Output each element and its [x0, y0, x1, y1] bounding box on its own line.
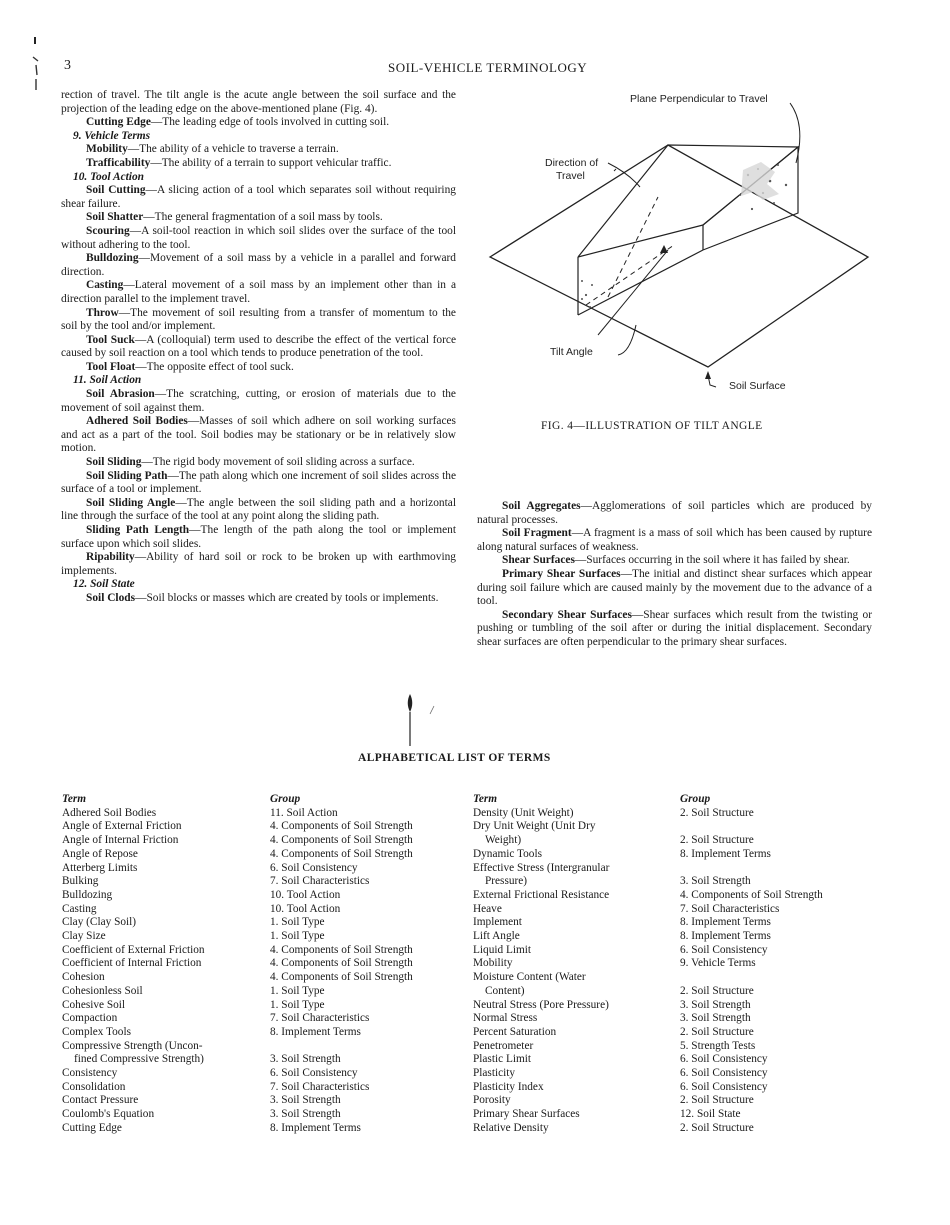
- term-entry: Cohesive Soil: [62, 998, 126, 1011]
- defined-term: Trafficability: [86, 156, 151, 169]
- group-entry: 1. Soil Type: [270, 930, 325, 943]
- definition-text: —The general fragmentation of a soil mass by tools.: [143, 211, 383, 224]
- group-entry: 3. Soil Strength: [680, 875, 751, 888]
- defined-term: Primary Shear Surfaces: [502, 567, 621, 580]
- definition-paragraph: [477, 609, 872, 650]
- defined-term: Cutting Edge: [86, 116, 151, 129]
- term-entry: Normal Stress: [473, 1012, 538, 1025]
- term-entry: Density (Unit Weight): [473, 806, 574, 819]
- definition-paragraph: [477, 500, 872, 527]
- spacer: [680, 820, 823, 834]
- label-tilt-angle: Tilt Angle: [550, 346, 593, 358]
- defined-term: Soil Aggregates: [502, 500, 581, 512]
- group-entry: 8. Implement Terms: [680, 847, 771, 860]
- term-entry: Compressive Strength (Uncon-: [62, 1039, 203, 1052]
- group-entry: 2. Soil Structure: [680, 1094, 754, 1107]
- group-entry: 1. Soil Type: [270, 916, 325, 929]
- group-entry: 2. Soil Structure: [680, 834, 754, 847]
- definition-paragraph: [61, 225, 456, 252]
- definition-text: —Surfaces occurring in the soil where it has failed by shear.: [574, 554, 850, 567]
- definition-text: rection of travel. The tilt angle is the acute angle between the soil surface and the projection of the leading edge on the above-mentioned plane (Fig. 4).: [61, 89, 456, 115]
- section-heading: 9. Vehicle Terms: [73, 129, 151, 142]
- definition-text: —The movement of soil resulting from a transfer of momentum to the soil by the tool and/or implement.: [61, 306, 456, 333]
- section-heading: 10. Tool Action: [73, 170, 144, 183]
- term-entry: Angle of Repose: [62, 847, 138, 860]
- alphabetical-list-title: ALPHABETICAL LIST OF TERMS: [358, 752, 551, 764]
- definition-text: —Lateral movement of a soil mass by an implement other than in a direction parallel to the implement travel.: [61, 279, 456, 305]
- definition-text: —The opposite effect of tool suck.: [135, 360, 294, 373]
- term-entry: Lift Angle: [473, 930, 520, 943]
- group-entry: 3. Soil Strength: [270, 1108, 341, 1121]
- definition-text: —A soil-tool reaction in which soil slides over the surface of the tool without adhering to the tool.: [61, 224, 456, 251]
- definition-text: —Ability of hard soil or rock to be broken up with earthmoving implements.: [61, 551, 456, 577]
- group-entry: 3. Soil Strength: [270, 1053, 341, 1066]
- term-entry: Heave: [473, 902, 502, 915]
- term-entry: Percent Saturation: [473, 1025, 557, 1038]
- group-header: Group: [270, 793, 301, 805]
- definition-paragraph: [61, 524, 456, 551]
- group-entry: 9. Vehicle Terms: [680, 957, 756, 970]
- group-entry: 8. Implement Terms: [270, 1025, 361, 1038]
- term-entry: Porosity: [473, 1094, 511, 1107]
- term-entry: Angle of External Friction: [62, 820, 182, 833]
- definition-text: —A slicing action of a tool which separates soil without requiring shear failure.: [61, 184, 456, 210]
- group-entry: 8. Implement Terms: [680, 930, 771, 942]
- group-entry: 12. Soil State: [680, 1108, 741, 1121]
- label-soil-surface: Soil Surface: [729, 380, 786, 392]
- definition-text: —The leading edge of tools involved in cutting soil.: [150, 116, 390, 129]
- group-entry: 6. Soil Consistency: [270, 861, 358, 874]
- group-entry: 6. Soil Consistency: [680, 1080, 768, 1093]
- defined-term: Tool Suck: [86, 333, 135, 346]
- term-entry: Plastic Limit: [473, 1053, 532, 1066]
- group-entry: 4. Components of Soil Strength: [270, 820, 413, 833]
- group-entry: 6. Soil Consistency: [680, 1053, 768, 1066]
- spacer: [680, 862, 823, 876]
- term-entry: Compaction: [62, 1012, 118, 1025]
- defined-term: Soil Shatter: [86, 211, 144, 224]
- definition-text: —The length of the path along the tool or implement surface upon which soil slides.: [61, 524, 456, 550]
- group-entry: 2. Soil Structure: [680, 984, 754, 997]
- group-entry: 11. Soil Action: [270, 806, 338, 819]
- group-entry: 4. Components of Soil Strength: [680, 888, 823, 901]
- term-entry: Coefficient of External Friction: [62, 943, 205, 956]
- definition-paragraph: [61, 456, 456, 470]
- definition-text: —Movement of a soil mass by a vehicle in a parallel and forward direction.: [61, 252, 456, 278]
- group-entry: 10. Tool Action: [270, 902, 341, 915]
- definition-paragraph: [477, 527, 872, 554]
- term-entry: Adhered Soil Bodies: [62, 806, 157, 819]
- group-column-left: [270, 793, 413, 1136]
- definition-text: —A (colloquial) term used to describe the effect of the vertical force caused by soil reaction on a tool which tends to produce penetration of the tool.: [61, 333, 457, 360]
- definition-text: —The ability of a vehicle to traverse a terrain.: [127, 143, 339, 156]
- figure-caption: FIG. 4—ILLUSTRATION OF TILT ANGLE: [541, 420, 763, 432]
- defined-term: Adhered Soil Bodies: [86, 415, 188, 428]
- group-entry: 2. Soil Structure: [680, 806, 754, 819]
- group-entry: 7. Soil Characteristics: [270, 875, 370, 888]
- group-entry: 3. Soil Strength: [680, 998, 751, 1011]
- defined-term: Soil Cutting: [86, 184, 146, 197]
- definition-paragraph: [61, 334, 456, 361]
- definition-paragraph: [61, 551, 456, 578]
- group-entry: 10. Tool Action: [270, 888, 341, 901]
- label-direction-line1: Direction of: [545, 157, 599, 169]
- group-entry: 4. Components of Soil Strength: [270, 943, 413, 956]
- term-column-right: [473, 793, 609, 1136]
- definition-paragraph: [61, 116, 456, 130]
- definition-paragraph: [477, 568, 872, 609]
- group-entry: 1. Soil Type: [270, 998, 325, 1011]
- left-text-column: [61, 89, 456, 606]
- term-entry: Angle of Internal Friction: [62, 834, 179, 847]
- term-entry: Weight): [485, 834, 522, 847]
- term-entry: Plasticity: [473, 1067, 516, 1080]
- definition-paragraph: [61, 211, 456, 225]
- section-heading: 11. Soil Action: [73, 374, 142, 387]
- definition-text: —Shear surfaces which result from the twisting or pushing or tumbling of the soil after or during the initial displacement. Secondary shear surfaces are often perpendicular to the primary shear surfaces.: [477, 608, 872, 648]
- defined-term: Soil Abrasion: [86, 388, 155, 401]
- term-entry: Bulldozing: [62, 888, 113, 901]
- term-entry: Dynamic Tools: [473, 847, 542, 860]
- term-entry: Contact Pressure: [62, 1094, 139, 1107]
- term-entry: Coulomb's Equation: [62, 1108, 155, 1121]
- defined-term: Scouring: [86, 224, 130, 237]
- term-entry: External Frictional Resistance: [473, 888, 610, 901]
- term-entry: Mobility: [473, 957, 513, 970]
- term-header: Term: [62, 793, 87, 805]
- definition-text: —Agglomerations of soil particles which are produced by natural processes.: [477, 500, 873, 526]
- group-column-right: [680, 793, 823, 1136]
- term-entry: Cutting Edge: [62, 1121, 122, 1134]
- defined-term: Soil Sliding Path: [86, 469, 168, 482]
- term-entry: Cohesionless Soil: [62, 984, 143, 997]
- defined-term: Soil Fragment: [502, 527, 572, 540]
- tilt-angle-diagram: [478, 85, 878, 405]
- term-entry: Coefficient of Internal Friction: [62, 957, 202, 970]
- definition-paragraph: [61, 157, 456, 171]
- definition-paragraph: [61, 143, 456, 157]
- definition-text: —The angle between the soil sliding path and a horizontal line through the surface of the tool at any point along the sliding path.: [61, 496, 456, 523]
- group-entry: 4. Components of Soil Strength: [270, 847, 413, 860]
- group-entry: 7. Soil Characteristics: [680, 902, 780, 915]
- definition-text: —The rigid body movement of soil sliding across a surface.: [141, 456, 415, 469]
- term-entry: Implement: [473, 916, 522, 929]
- term-entry: Dry Unit Weight (Unit Dry: [473, 820, 596, 833]
- label-plane-perpendicular: Plane Perpendicular to Travel: [630, 93, 768, 105]
- defined-term: Throw: [86, 306, 119, 319]
- term-entry: Neutral Stress (Pore Pressure): [473, 998, 609, 1011]
- group-entry: 5. Strength Tests: [680, 1039, 756, 1052]
- group-entry: 1. Soil Type: [270, 984, 325, 997]
- term-entry: Cohesion: [62, 971, 105, 984]
- term-entry: Effective Stress (Intergranular: [473, 861, 610, 874]
- definition-text: —The ability of a terrain to support vehicular traffic.: [150, 156, 392, 169]
- defined-term: Casting: [86, 279, 124, 292]
- term-entry: Consolidation: [62, 1080, 126, 1093]
- group-entry: 8. Implement Terms: [680, 916, 771, 929]
- margin-mark: [30, 35, 44, 95]
- definition-paragraph: [477, 554, 872, 568]
- right-text-column: [477, 500, 872, 650]
- term-header: Term: [473, 793, 498, 805]
- definition-paragraph: [61, 89, 456, 116]
- definition-text: —Soil blocks or masses which are created by tools or implements.: [135, 591, 439, 604]
- group-entry: 6. Soil Consistency: [680, 943, 768, 956]
- definition-paragraph: [61, 415, 456, 456]
- definition-text: —The scratching, cutting, or erosion of materials due to the movement of soil against them.: [61, 388, 456, 414]
- definition-paragraph: [61, 252, 456, 279]
- defined-term: Mobility: [86, 143, 128, 156]
- term-entry: Liquid Limit: [473, 943, 532, 956]
- defined-term: Shear Surfaces: [502, 554, 575, 567]
- term-entry: fined Compressive Strength): [74, 1053, 204, 1066]
- defined-term: Tool Float: [86, 360, 136, 373]
- defined-term: Soil Clods: [86, 591, 136, 604]
- definition-text: —A fragment is a mass of soil which has been caused by rupture along natural surfaces of weakness.: [477, 527, 872, 553]
- section-heading: 12. Soil State: [73, 578, 135, 591]
- term-entry: Atterberg Limits: [62, 861, 138, 874]
- defined-term: Ripability: [86, 551, 135, 564]
- defined-term: Sliding Path Length: [86, 524, 190, 536]
- page-number: 3: [64, 58, 71, 73]
- group-entry: 7. Soil Characteristics: [270, 1080, 370, 1093]
- defined-term: Bulldozing: [86, 252, 139, 265]
- definition-paragraph: [61, 279, 456, 306]
- group-entry: 8. Implement Terms: [270, 1121, 361, 1134]
- center-mark: [402, 690, 442, 750]
- group-entry: 3. Soil Strength: [680, 1012, 751, 1025]
- term-entry: Primary Shear Surfaces: [473, 1108, 580, 1121]
- spacer: [270, 1040, 413, 1054]
- definition-text: —The path along which one increment of soil slides across the surface of a tool or implement.: [61, 469, 457, 496]
- group-entry: 4. Components of Soil Strength: [270, 971, 413, 984]
- defined-term: Soil Sliding Angle: [86, 496, 176, 509]
- group-entry: 4. Components of Soil Strength: [270, 957, 413, 970]
- definition-paragraph: [61, 592, 456, 606]
- term-entry: Clay Size: [62, 930, 106, 943]
- term-entry: Complex Tools: [62, 1025, 131, 1038]
- defined-term: Soil Sliding: [86, 456, 142, 469]
- group-entry: 4. Components of Soil Strength: [270, 834, 413, 847]
- figure-tilt-angle: [478, 85, 878, 405]
- defined-term: Secondary Shear Surfaces: [502, 608, 632, 621]
- term-entry: Casting: [62, 902, 97, 915]
- group-entry: 2. Soil Structure: [680, 1121, 754, 1134]
- term-entry: Clay (Clay Soil): [62, 916, 137, 929]
- term-entry: Penetrometer: [473, 1039, 534, 1052]
- definition-paragraph: [61, 361, 456, 375]
- group-header: Group: [680, 793, 711, 805]
- term-entry: Pressure): [485, 875, 528, 888]
- group-entry: 6. Soil Consistency: [680, 1067, 768, 1080]
- term-entry: Plasticity Index: [473, 1080, 544, 1093]
- definition-paragraph: [61, 307, 456, 334]
- term-column-left: [62, 793, 205, 1136]
- term-entry: Moisture Content (Water: [473, 971, 586, 984]
- spacer: [680, 971, 823, 985]
- term-entry: Content): [485, 984, 525, 997]
- definition-paragraph: [61, 388, 456, 415]
- running-head: SOIL-VEHICLE TERMINOLOGY: [388, 60, 588, 75]
- definition-text: —The initial and distinct shear surfaces which appear during soil failure which are caused mainly by the movement due to the advance of a tool.: [477, 567, 872, 608]
- term-entry: Consistency: [62, 1067, 118, 1080]
- group-entry: 3. Soil Strength: [270, 1094, 341, 1107]
- group-entry: 2. Soil Structure: [680, 1025, 754, 1038]
- group-entry: 7. Soil Characteristics: [270, 1012, 370, 1025]
- definition-paragraph: [61, 497, 456, 524]
- label-direction-line2: Travel: [556, 170, 585, 182]
- definition-paragraph: [61, 470, 456, 497]
- definition-text: —Masses of soil which adhere on soil working surfaces and act as a part of the tool. Soil bodies may be stationary or be in relatively slow motion.: [61, 415, 456, 455]
- group-entry: 6. Soil Consistency: [270, 1067, 358, 1080]
- term-entry: Bulking: [62, 875, 99, 888]
- definition-paragraph: [61, 184, 456, 211]
- term-entry: Relative Density: [473, 1121, 549, 1134]
